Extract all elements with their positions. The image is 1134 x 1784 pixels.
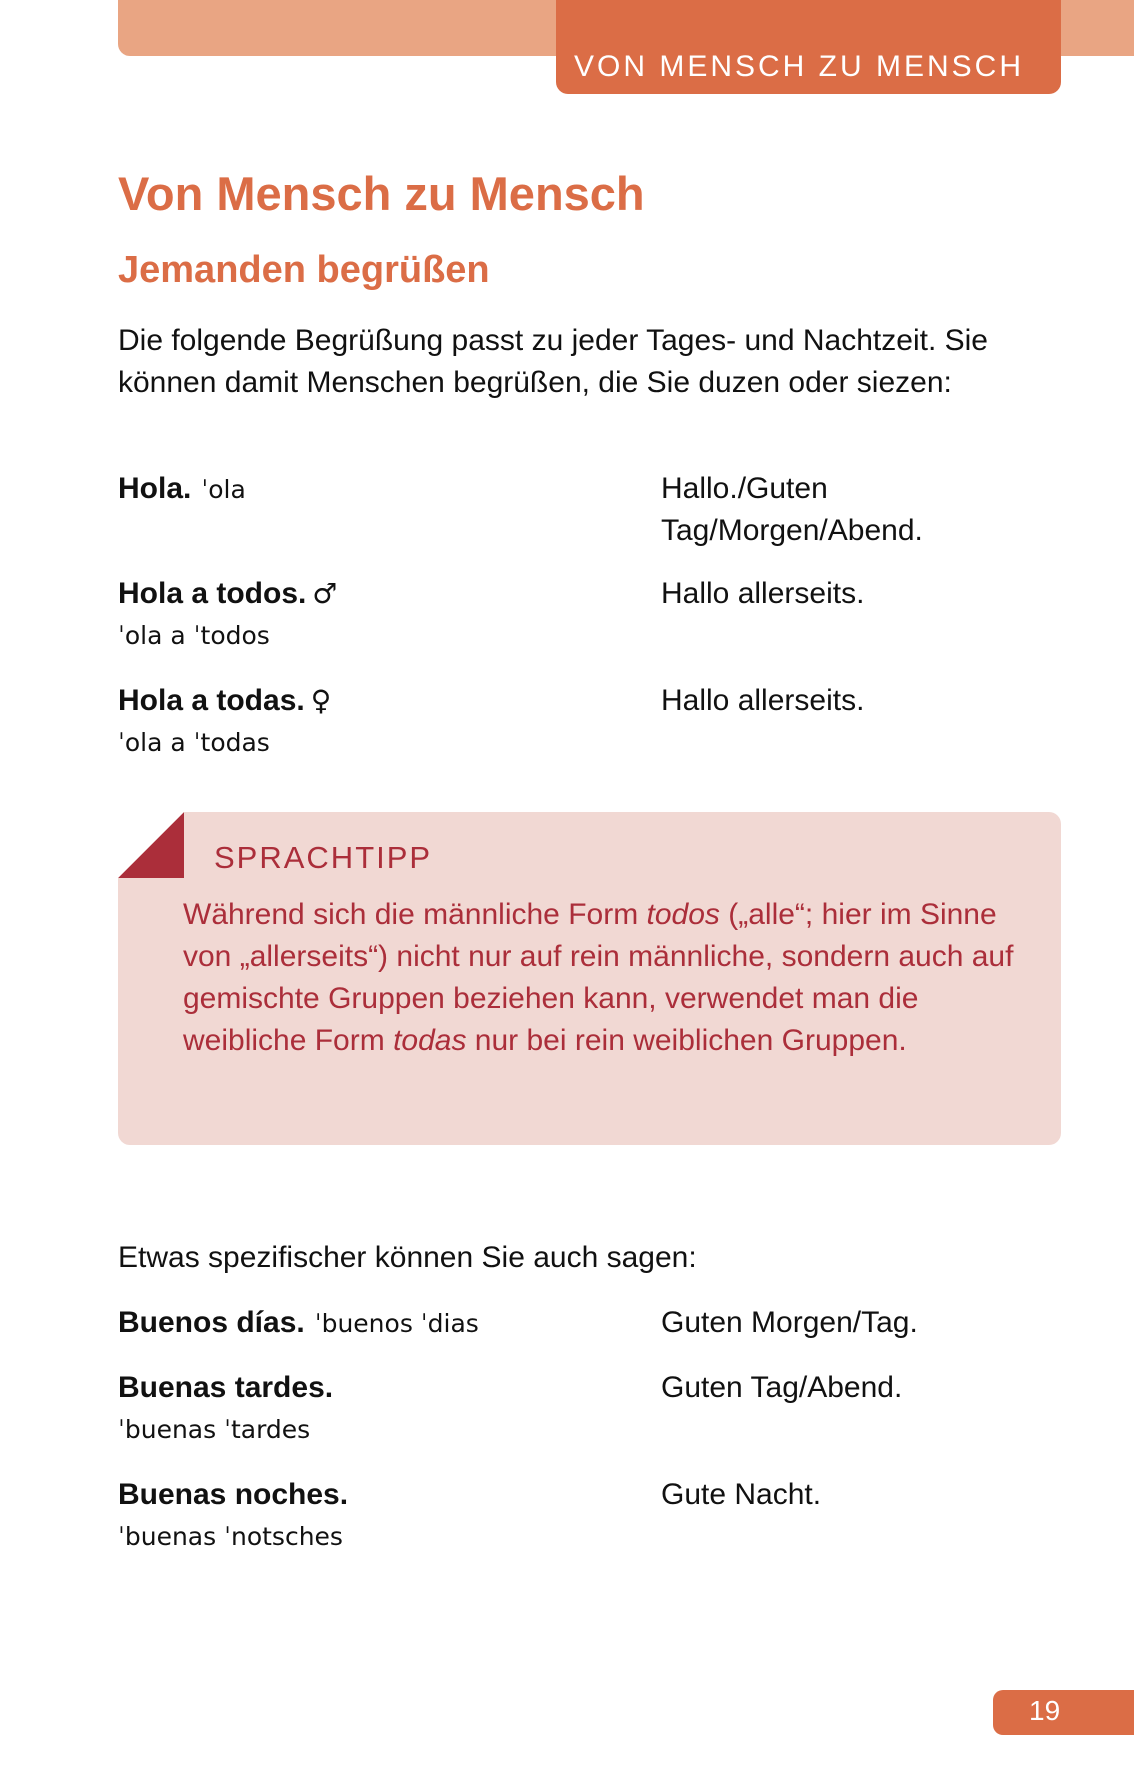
subtitle: Jemanden begrüßen xyxy=(118,249,490,291)
phrase-german: Gute Nacht. xyxy=(661,1478,822,1511)
female-symbol-icon: ♀ xyxy=(310,684,332,717)
phrase-german: Hallo allerseits. xyxy=(661,577,865,610)
male-symbol-icon: ♂ xyxy=(312,577,338,610)
tip-title: SPRACHTIPP xyxy=(214,840,433,875)
tip-text: Während sich die männliche Form todos („alle“; hier im Sinne von „allerseits“) nicht nur auf rein männliche, sondern auch auf gemischte Gruppen beziehen kann, verwendet man die weibliche Form todas nur bei rein weiblichen Gruppen. xyxy=(183,898,1014,1057)
phrase-spanish: Buenas tardes. xyxy=(118,1371,334,1404)
phrase-pronunciation: ˈbuenas ˈtardes xyxy=(118,1415,311,1444)
phrase-pronunciation: ˈola a ˈtodos xyxy=(118,621,270,650)
section-label: VON MENSCH ZU MENSCH xyxy=(574,50,1025,83)
phrase-german: Hallo allerseits. xyxy=(661,684,865,717)
phrase-spanish: Hola a todos. xyxy=(118,577,307,610)
intro-paragraph: Die folgende Begrüßung passt zu jeder Tages- und Nachtzeit. Sie können damit Menschen begrüßen, die Sie duzen oder siezen: xyxy=(118,324,988,399)
phrase-german: Hallo./Guten Tag/Morgen/Abend. xyxy=(661,472,923,547)
phrase-german: Guten Morgen/Tag. xyxy=(661,1306,918,1339)
outro-paragraph: Etwas spezifischer können Sie auch sagen: xyxy=(118,1241,697,1274)
phrase-spanish: Hola a todas. xyxy=(118,684,305,717)
page-number: 19 xyxy=(1029,1695,1061,1726)
phrase-spanish: Hola. xyxy=(118,472,192,505)
phrase-pronunciation: ˈbuenas ˈnotsches xyxy=(118,1522,343,1551)
phrase-pronunciation: ˈbuenos ˈdias xyxy=(314,1309,479,1338)
page-title: Von Mensch zu Mensch xyxy=(118,167,645,220)
phrase-pronunciation: ˈola a ˈtodas xyxy=(118,728,270,757)
page-number-tab xyxy=(993,1690,1134,1735)
language-tip-box xyxy=(118,812,1061,1145)
phrase-pronunciation: ˈola xyxy=(201,475,246,504)
phrase-spanish: Buenas noches. xyxy=(118,1478,349,1511)
phrase-spanish: Buenos días. xyxy=(118,1306,305,1339)
phrase-german: Guten Tag/Abend. xyxy=(661,1371,903,1404)
section-tab xyxy=(556,0,1061,94)
